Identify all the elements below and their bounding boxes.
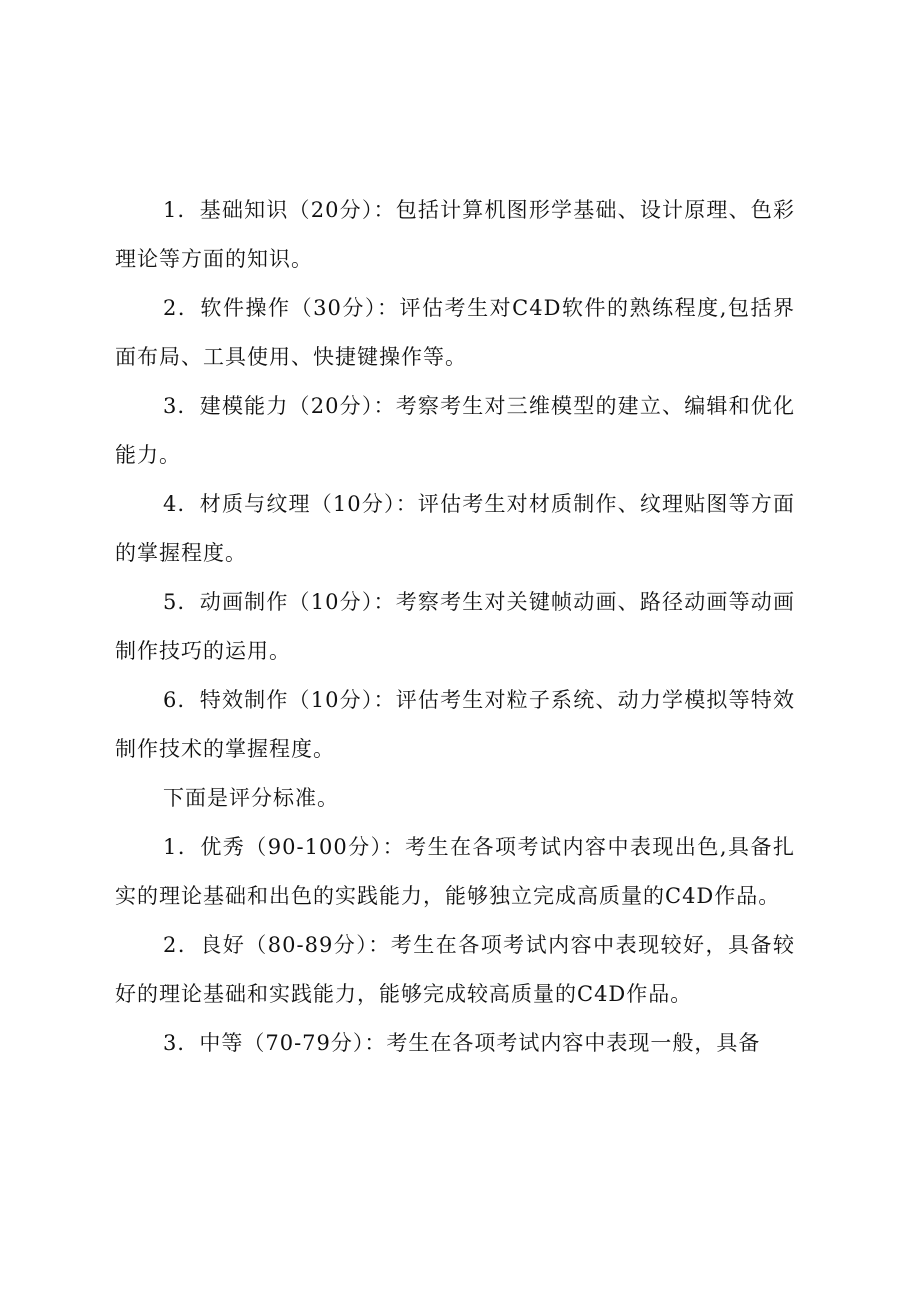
paragraph-basic-knowledge: 1．基础知识（20分）：包括计算机图形学基础、设计原理、色彩理论等方面的知识。 (115, 198, 795, 271)
paragraph-special-effects: 6．特效制作（10分）：评估考生对粒子系统、动力学模拟等特效制作技术的掌握程度。 (115, 688, 795, 761)
document-body (115, 186, 795, 1068)
paragraph-good: 2．良好（80-89分）：考生在各项考试内容中表现较好，具备较好的理论基础和实践能力，能够完成较高质量的C4D作品。 (115, 933, 795, 1006)
paragraph-material-texture: 4．材质与纹理（10分）：评估考生对材质制作、纹理贴图等方面的掌握程度。 (115, 492, 795, 565)
paragraph-scoring-intro: 下面是评分标准。 (163, 786, 339, 810)
paragraph-average: 3．中等（70-79分）：考生在各项考试内容中表现一般，具备 (163, 1031, 761, 1055)
paragraph-software-operation: 2．软件操作（30分）：评估考生对C4D软件的熟练程度,包括界面布局、工具使用、快捷键操作等。 (115, 296, 795, 369)
paragraph-excellent: 1．优秀（90-100分）：考生在各项考试内容中表现出色,具备扎实的理论基础和出色的实践能力，能够独立完成高质量的C4D作品。 (115, 835, 795, 908)
paragraph-modeling-ability: 3．建模能力（20分）：考察考生对三维模型的建立、编辑和优化能力。 (115, 394, 795, 467)
paragraph-animation: 5．动画制作（10分）：考察考生对关键帧动画、路径动画等动画制作技巧的运用。 (115, 590, 795, 663)
